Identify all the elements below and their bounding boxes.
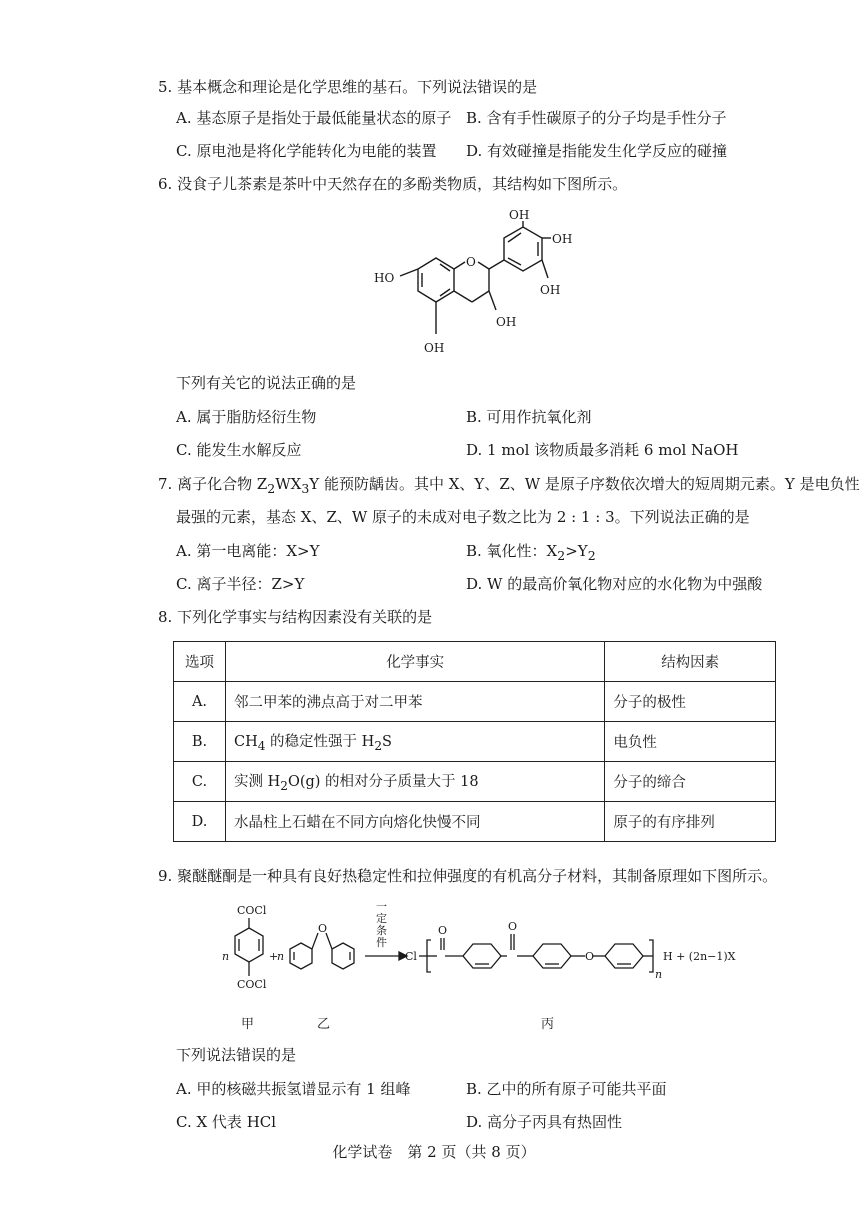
carbonyl-oxygen-1: O xyxy=(438,924,448,937)
table-row xyxy=(174,682,776,722)
q7-stem-line2: 最强的元素，基态 X、Z、W 原子的未成对电子数之比为 2 : 1 : 3。下列说法正确的是 xyxy=(176,508,750,526)
q9-stem: 9. 聚醚醚酮是一种具有良好热稳定性和拉伸强度的有机高分子材料，其制备原理如下图所示。 xyxy=(158,867,778,885)
label-jia: 甲 xyxy=(241,1017,255,1032)
q6-option-c: C. 能发生水解反应 xyxy=(176,441,302,459)
a-ring-ho-left: HO xyxy=(374,271,395,285)
q7b-sub: 2 xyxy=(557,548,566,563)
fact-text: O(g) 的相对分子质量大于 18 xyxy=(287,774,479,791)
q7-option-b xyxy=(466,541,596,566)
fact-text: 的稳定性强于 H xyxy=(265,734,375,751)
q9-option-d: D. 高分子丙具有热固性 xyxy=(466,1113,623,1131)
row-fact: 水晶柱上石蜡在不同方向熔化快慢不同 xyxy=(226,802,605,842)
fact-text: 实测 H xyxy=(234,774,281,791)
q7b-sub: 2 xyxy=(587,548,596,563)
row-factor: 电负性 xyxy=(605,722,776,762)
q7-stem-line1 xyxy=(158,474,860,499)
q8-table xyxy=(173,641,776,842)
q6-stem: 6. 没食子儿茶素是茶叶中天然存在的多酚类物质，其结构如下图所示。 xyxy=(158,175,628,193)
fact-sub: 2 xyxy=(374,738,382,753)
row-fact: 邻二甲苯的沸点高于对二甲苯 xyxy=(226,682,605,722)
q7-sub: 2 xyxy=(267,481,276,496)
condition-char-2: 定 xyxy=(376,912,387,925)
c3-oh: OH xyxy=(496,315,517,329)
q7-text: Y 能预防龋齿。其中 X、Y、Z、W 是原子序数依次增大的短周期元素。Y 是电负性 xyxy=(309,475,860,493)
row-fact xyxy=(226,762,605,802)
q5-option-c: C. 原电池是将化学能转化为电能的装置 xyxy=(176,142,437,160)
q7b-text: >Y xyxy=(565,542,588,560)
row-fact xyxy=(226,722,605,762)
q7-option-d: D. W 的最高价氧化物对应的水化物为中强酸 xyxy=(466,575,763,593)
row-option: B. xyxy=(174,722,226,762)
row-option: C. xyxy=(174,762,226,802)
q9-option-b: B. 乙中的所有原子可能共平面 xyxy=(466,1080,667,1098)
table-row xyxy=(174,722,776,762)
q5-option-d: D. 有效碰撞是指能发生化学反应的碰撞 xyxy=(466,142,728,160)
carbonyl-oxygen-2: O xyxy=(508,920,518,933)
reactant-b-coefficient: n xyxy=(277,950,285,963)
q6-subprompt: 下列有关它的说法正确的是 xyxy=(176,374,357,392)
label-yi: 乙 xyxy=(317,1017,331,1032)
q7b-text: B. 氧化性：X xyxy=(466,542,558,560)
end-group-cl: Cl xyxy=(405,950,417,963)
condition-char-1: 一 xyxy=(376,900,387,913)
pyran-oxygen: O xyxy=(466,255,476,269)
q5-option-a: A. 基态原子是指处于最低能量状态的原子 xyxy=(176,109,452,127)
repeat-subscript: n xyxy=(655,968,663,981)
row-factor: 分子的缔合 xyxy=(605,762,776,802)
q5-stem: 5. 基本概念和理论是化学思维的基石。下列说法错误的是 xyxy=(158,78,538,96)
q7-sub: 3 xyxy=(301,481,310,496)
fact-sub: 2 xyxy=(280,778,288,793)
polymer-ether-oxygen: O xyxy=(585,950,595,963)
q9-option-a: A. 甲的核磁共振氢谱显示有 1 组峰 xyxy=(176,1080,411,1098)
q7-option-a: A. 第一电离能：X>Y xyxy=(176,542,320,560)
q9-subprompt: 下列说法错误的是 xyxy=(176,1046,297,1064)
header-fact: 化学事实 xyxy=(226,642,605,682)
header-factor: 结构因素 xyxy=(605,642,776,682)
table-row xyxy=(174,802,776,842)
b-ring-oh-bottom: OH xyxy=(540,283,561,297)
ether-oxygen: O xyxy=(318,922,328,935)
byproduct-label: H + (2n−1)X xyxy=(663,950,736,963)
gallocatechin-structure xyxy=(368,200,578,365)
q6-option-a: A. 属于脂肪烃衍生物 xyxy=(176,408,317,426)
q7-text: WX xyxy=(275,475,302,493)
q5-option-b: B. 含有手性碳原子的分子均是手性分子 xyxy=(466,109,727,127)
table-header-row xyxy=(174,642,776,682)
peek-synthesis-scheme xyxy=(215,898,755,1034)
q6-option-b: B. 可用作抗氧化剂 xyxy=(466,408,592,426)
q7-option-c: C. 离子半径：Z>Y xyxy=(176,575,305,593)
b-ring-oh-top: OH xyxy=(509,208,530,222)
acyl-chloride-bottom: COCl xyxy=(237,978,267,991)
page-footer: 化学试卷 第 2 页（共 8 页） xyxy=(332,1143,536,1161)
reactant-a-coefficient: n xyxy=(222,950,230,963)
row-factor: 原子的有序排列 xyxy=(605,802,776,842)
label-bing: 丙 xyxy=(541,1017,555,1032)
condition-char-4: 件 xyxy=(376,936,387,949)
row-factor: 分子的极性 xyxy=(605,682,776,722)
header-option: 选项 xyxy=(174,642,226,682)
a-ring-oh-bottom: OH xyxy=(424,341,445,355)
row-option: A. xyxy=(174,682,226,722)
fact-text: CH xyxy=(234,734,258,751)
fact-sub: 4 xyxy=(257,738,266,753)
acyl-chloride-top: COCl xyxy=(237,904,267,917)
q7-text: 7. 离子化合物 Z xyxy=(158,475,268,493)
q6-option-d: D. 1 mol 该物质最多消耗 6 mol NaOH xyxy=(466,441,739,459)
q8-stem: 8. 下列化学事实与结构因素没有关联的是 xyxy=(158,608,433,626)
row-option: D. xyxy=(174,802,226,842)
table-row xyxy=(174,762,776,802)
plus-sign: + xyxy=(269,950,279,963)
q9-option-c: C. X 代表 HCl xyxy=(176,1113,277,1131)
b-ring-oh-right: OH xyxy=(552,232,573,246)
condition-char-3: 条 xyxy=(376,924,387,937)
fact-text: S xyxy=(382,734,392,751)
